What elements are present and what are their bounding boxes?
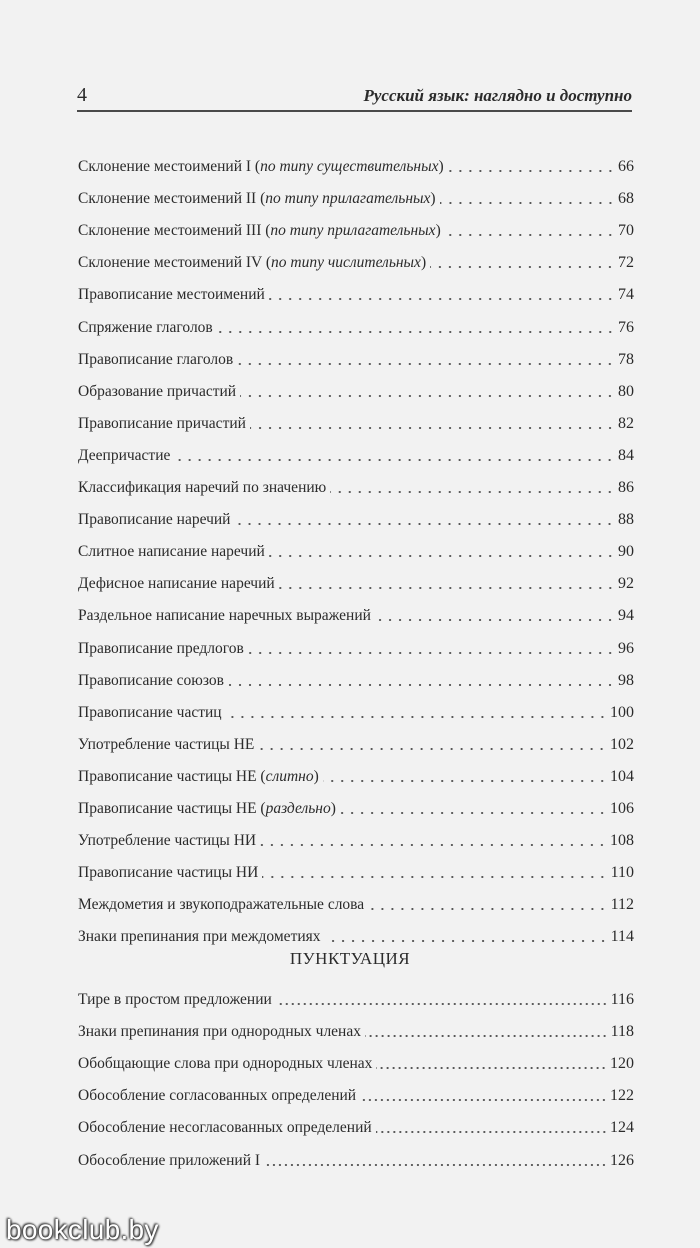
toc-leader-dots (237, 363, 615, 365)
toc-leader-dots (325, 940, 608, 942)
toc-entry-title-text: Деепричастие (78, 446, 171, 464)
toc-leader-dots (250, 427, 615, 429)
toc-entry-page: 100 (610, 703, 634, 721)
toc-entry-title (78, 253, 426, 273)
toc-leader-dots (248, 652, 615, 654)
toc-entry (78, 1010, 634, 1042)
toc-entry-title-text: Правописание местоимений (78, 286, 265, 304)
toc-entry-title (78, 446, 170, 466)
toc-leader-dots (226, 716, 607, 718)
toc-entry-title (78, 767, 319, 787)
toc-entry-title (78, 574, 275, 594)
toc-entry-page: 108 (610, 832, 634, 850)
toc-entry-title-suffix: ) (435, 222, 441, 240)
toc-entry-page: 126 (610, 1151, 634, 1169)
toc-leader-dots (445, 234, 615, 236)
toc-entry-title-text: Склонение местоимений IV ( (78, 254, 272, 272)
toc-leader-dots (276, 1003, 608, 1005)
toc-entry-page: 78 (618, 350, 634, 368)
toc-entry (78, 1074, 634, 1106)
toc-entry-page: 110 (610, 864, 634, 882)
toc-leader-dots (375, 619, 615, 621)
toc-entry (78, 466, 634, 498)
toc-entry-title-text: Правописание частицы НЕ ( (78, 799, 266, 817)
toc-entry-page: 114 (610, 928, 634, 946)
toc-entry-title (78, 510, 230, 530)
toc-entry-title-text: Правописание частиц (78, 703, 222, 721)
toc-entry-page: 96 (618, 639, 634, 657)
toc-entry-title-text: Спряжение глаголов (78, 318, 213, 336)
toc-entry-title (78, 1151, 260, 1171)
toc-entry-page: 112 (610, 896, 634, 914)
toc-entry (78, 819, 634, 851)
toc-entry-title-text: Знаки препинания при однородных членах (78, 1023, 361, 1041)
toc-entry-title-italic: по типу числительных (271, 254, 421, 272)
toc-entry-page: 120 (610, 1055, 634, 1073)
toc-entry-title-text: Склонение местоимений II ( (78, 190, 266, 208)
toc-entry-page: 80 (618, 382, 634, 400)
toc-entry-title (78, 831, 256, 851)
toc-entry (78, 434, 634, 466)
toc-entry-title-text: Образование причастий (78, 382, 237, 400)
toc-entry-title (78, 895, 364, 915)
toc-entry-title-text: Раздельное написание наречных выражений (78, 607, 371, 625)
toc-entry (78, 883, 634, 915)
toc-entry (78, 1042, 634, 1074)
toc-leader-dots (240, 395, 615, 397)
toc-entry (78, 723, 634, 755)
toc-entry-title (78, 414, 246, 434)
toc-entry (78, 145, 634, 177)
toc-leader-dots (269, 298, 615, 300)
toc-entry (78, 338, 634, 370)
toc-entry (78, 305, 634, 337)
toc-entry (78, 787, 634, 819)
toc-entry-page: 104 (610, 767, 634, 785)
toc-entry-title (78, 799, 336, 819)
toc-leader-dots (440, 202, 615, 204)
toc-leader-dots (228, 684, 615, 686)
header-rule (77, 110, 632, 112)
toc-leader-dots (234, 523, 615, 525)
toc-entry-title (78, 1022, 361, 1042)
toc-entry (78, 978, 634, 1010)
section-heading: ПУНКТУАЦИЯ (289, 949, 411, 968)
toc-leader-dots (258, 748, 607, 750)
toc-leader-dots (330, 491, 615, 493)
toc-entry (78, 626, 634, 658)
toc-entry-page: 106 (610, 799, 634, 817)
toc-entry-page: 90 (618, 543, 634, 561)
toc-entry-title-italic: слитно (265, 767, 314, 785)
toc-entry-title-text: Обособление приложений I (78, 1151, 261, 1169)
toc-entry-page: 68 (618, 190, 634, 208)
toc-entry-title (78, 157, 444, 177)
toc-entry-title (78, 542, 265, 562)
toc-entry-title-suffix: ) (420, 254, 427, 272)
toc-leader-dots (174, 459, 615, 461)
toc-entry-title-text: Склонение местоимений I ( (78, 158, 261, 176)
toc-entry-title-suffix: ) (330, 799, 336, 817)
toc-entry-title (78, 735, 254, 755)
toc-entry-title-suffix: ) (438, 158, 444, 176)
toc-entry (78, 659, 634, 691)
toc-entry-title (78, 990, 272, 1010)
toc-entry-page: 70 (618, 222, 634, 240)
toc-entry-title (78, 927, 321, 947)
toc-entry-page: 82 (618, 414, 634, 432)
toc-entry-title (78, 382, 236, 402)
toc-entry-title-text: Правописание причастий (78, 414, 246, 432)
toc-entry-title-text: Дефисное написание наречий (78, 575, 275, 593)
toc-entry (78, 1138, 634, 1170)
toc-entry-title (78, 606, 371, 626)
toc-entry-title-text: Правописание частицы НИ (78, 864, 259, 882)
toc-leader-dots (323, 780, 607, 782)
toc-entry-page: 124 (610, 1119, 634, 1137)
toc-entry (78, 273, 634, 305)
toc-entry-title-text: Правописание частицы НЕ ( (78, 767, 266, 785)
toc-entry-title-text: Обособление согласованных определений (78, 1087, 357, 1105)
toc-entry-page: 116 (610, 991, 634, 1009)
toc-entry-title-suffix: ) (313, 767, 319, 785)
toc-entry-page: 94 (618, 607, 634, 625)
toc-entry-title-text: Обособление несогласованных определений (78, 1119, 372, 1137)
toc-entry (78, 530, 634, 562)
page-number: 4 (77, 84, 87, 106)
toc-entry-page: 102 (610, 735, 634, 753)
toc-entry-title-text: Слитное написание наречий (78, 543, 265, 561)
toc-leader-dots (262, 876, 607, 878)
toc-entry-page: 66 (618, 158, 634, 176)
toc-entry (78, 915, 634, 947)
toc-entry-title-text: Тире в простом предложении (78, 991, 272, 1009)
toc-leader-dots (430, 266, 615, 268)
toc-entry (78, 562, 634, 594)
toc-leader-dots (217, 331, 615, 333)
toc-entry (78, 241, 634, 273)
toc-entry (78, 851, 634, 883)
toc-entry-title-suffix: ) (430, 190, 436, 208)
toc-leader-dots (340, 812, 607, 814)
toc-entry-title-italic: по типу прилагательных (265, 190, 431, 208)
toc-leader-dots (376, 1067, 607, 1069)
running-head: Русский язык: наглядно и доступно (363, 86, 632, 105)
toc-entry-page: 118 (610, 1023, 634, 1041)
toc-entry-title-text: Употребление частицы НЕ (78, 735, 255, 753)
toc-entry-title (78, 703, 222, 723)
toc-entry-page: 86 (618, 479, 634, 497)
toc-entry (78, 594, 634, 626)
toc-entry-page: 88 (618, 511, 634, 529)
toc-entry-title-italic: раздельно (265, 799, 331, 817)
watermark-logo: bookclub.by (6, 1214, 159, 1245)
toc-entry-title-italic: по типу прилагательных (270, 222, 436, 240)
toc-entry-page: 84 (618, 446, 634, 464)
toc-entry-page: 76 (618, 318, 634, 336)
toc-entry-title-text: Знаки препинания при междометиях (78, 928, 321, 946)
toc-leader-dots (376, 1131, 607, 1133)
toc-entry-title (78, 350, 233, 370)
toc-entry-title-text: Междометия и звукоподражательные слова (78, 896, 365, 914)
toc-entry-page: 74 (618, 286, 634, 304)
toc-entry-title-text: Обобщающие слова при однородных членах (78, 1055, 373, 1073)
toc-entry-title-text: Употребление частицы НИ (78, 832, 257, 850)
toc-entry (78, 402, 634, 434)
toc-entry (78, 209, 634, 241)
toc-entry-title (78, 189, 436, 209)
toc-list-morphology (78, 145, 634, 947)
toc-leader-dots (448, 170, 615, 172)
toc-entry-title (78, 863, 258, 883)
toc-entry-title-text: Склонение местоимений III ( (78, 222, 271, 240)
toc-leader-dots (360, 1099, 607, 1101)
toc-entry-title-text: Правописание наречий (78, 511, 231, 529)
toc-entry (78, 177, 634, 209)
toc-entry-title-text: Правописание глаголов (78, 350, 234, 368)
toc-entry-page: 98 (618, 671, 634, 689)
toc-entry (78, 1106, 634, 1138)
toc-entry-title-text: Классификация наречий по значению (78, 479, 327, 497)
toc-entry-title (78, 671, 224, 691)
toc-entry-title (78, 478, 326, 498)
toc-leader-dots (269, 555, 615, 557)
toc-leader-dots (279, 587, 615, 589)
toc-leader-dots (264, 1164, 607, 1166)
toc-entry-page: 92 (618, 575, 634, 593)
toc-entry-page: 72 (618, 254, 634, 272)
toc-entry-page: 122 (610, 1087, 634, 1105)
toc-entry-title-text: Правописание предлогов (78, 639, 244, 657)
toc-entry-title (78, 221, 441, 241)
toc-entry (78, 498, 634, 530)
toc-leader-dots (368, 908, 607, 910)
toc-leader-dots (365, 1035, 608, 1037)
toc-entry (78, 691, 634, 723)
toc-entry-title (78, 1054, 372, 1074)
toc-entry-title (78, 1118, 372, 1138)
toc-entry-title-text: Правописание союзов (78, 671, 224, 689)
toc-entry-title (78, 318, 213, 338)
toc-entry (78, 755, 634, 787)
toc-entry-title (78, 1086, 356, 1106)
toc-entry-title-italic: по типу существительных (260, 158, 439, 176)
toc-entry (78, 370, 634, 402)
toc-entry-title (78, 639, 244, 659)
toc-leader-dots (260, 844, 607, 846)
toc-entry-title (78, 285, 265, 305)
toc-list-punctuation (78, 978, 634, 1171)
